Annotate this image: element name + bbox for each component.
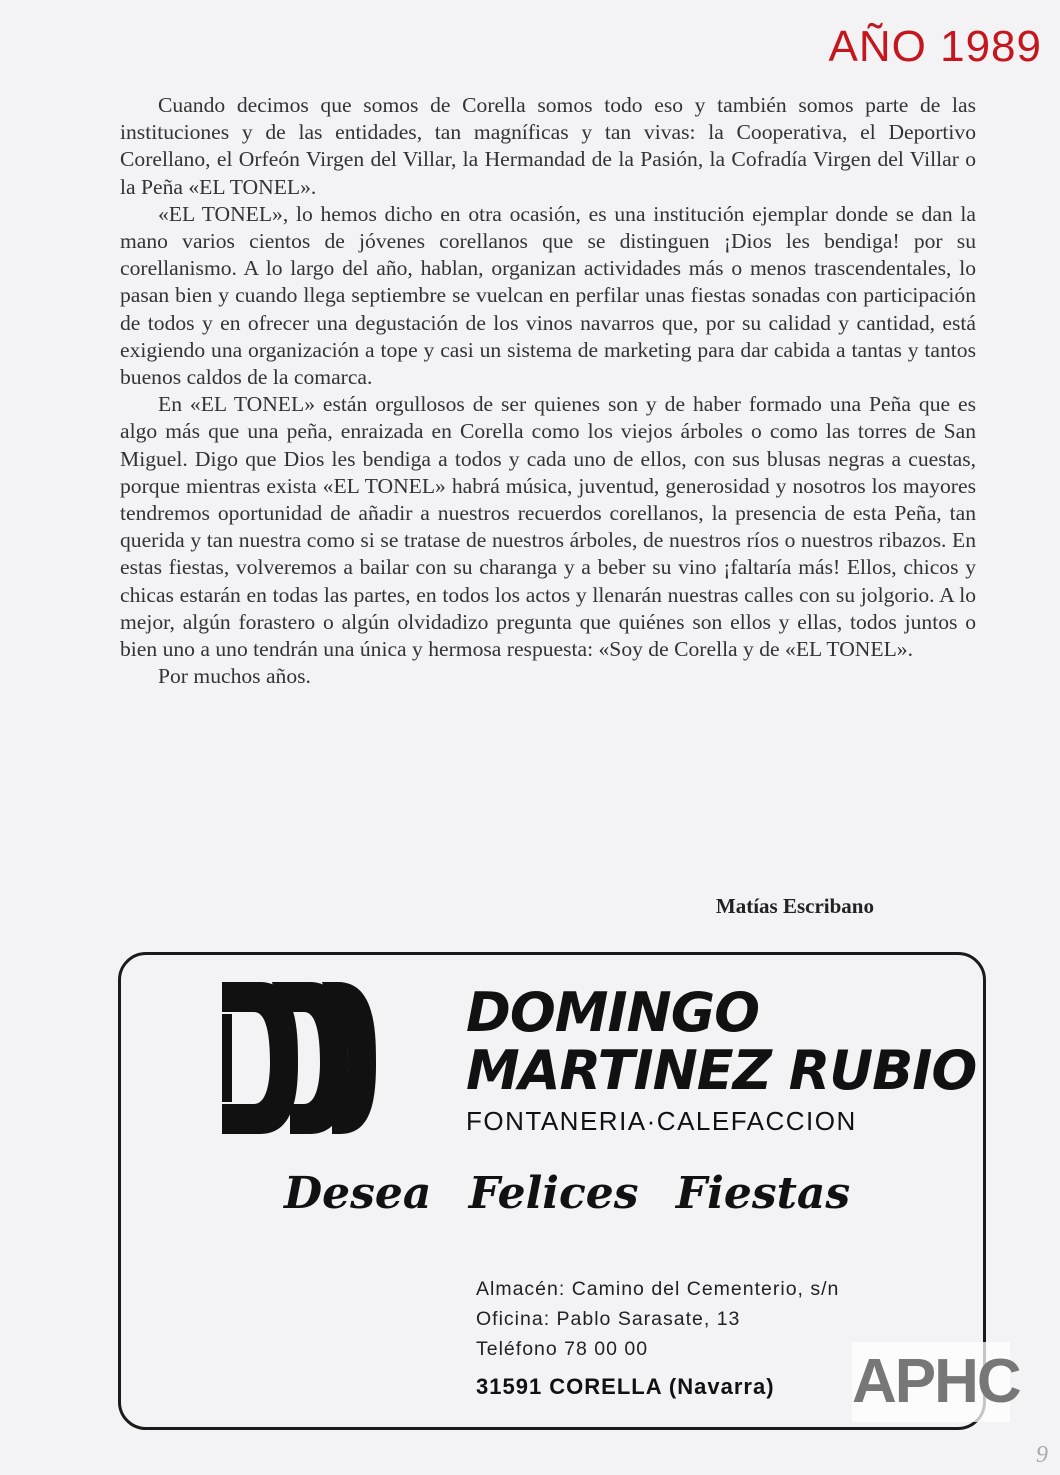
article-body (120, 92, 976, 690)
warehouse-address: Almacén: Camino del Cementerio, s/n (476, 1278, 840, 1300)
company-name-line2: MARTINEZ RUBIO (466, 1039, 977, 1102)
dmr-monogram-icon (220, 974, 380, 1146)
article-paragraph: Cuando decimos que somos de Corella somos todo eso y también somos parte de las instituciones y de las entidades, tan magníficas y tan vivas: la Cooperativa, el Deportivo Corellano, el Orfeón Virgen del Villar, la Hermandad de la Pasión, la Cofradía Virgen del Villar o la Peña «EL TONEL». (120, 93, 976, 199)
company-trade: FONTANERIA·CALEFACCION (466, 1106, 857, 1136)
greeting-text: Desea Felices Fiestas (284, 1168, 851, 1219)
office-address: Oficina: Pablo Sarasate, 13 (476, 1308, 741, 1330)
page-number: 9 (1036, 1442, 1048, 1468)
year-label: AÑO 1989 (828, 22, 1042, 71)
author-signature: Matías Escribano (715, 894, 874, 918)
article-paragraph: «EL TONEL», lo hemos dicho en otra ocasión, es una institución ejemplar donde se dan la mano varios cientos de jóvenes corellanos que se distinguen ¡Dios les bendiga! por su corellanismo. A lo largo del año, hablan, organizan actividades más o menos trascendentales, lo pasan bien y cuando llega septiembre se vuelcan en perfilar unas fiestas sonadas con participación de todos y en ofrecer una degustación de los vinos navarros que, por su calidad y cantidad, está exigiendo una organización a tope y casi un sistema de marketing para dar cabida a tantas y tantos buenos caldos de la comarca. (120, 201, 976, 390)
company-name (466, 981, 977, 1102)
article-paragraph: En «EL TONEL» están orgullosos de ser quienes son y de haber formado una Peña que es algo más que una peña, enraizada en Corella como los viejos árboles o como las torres de San Miguel. Digo que Dios les bendiga a todos y cada uno de ellos, con sus blusas negras a cuestas, porque mientras exista «EL TONEL» habrá música, juventud, generosidad y nosotros los mayores tendremos oportunidad de añadir a nuestros recuerdos corellanos, la presencia de esta Peña, tan querida y tan nuestra como si se tratase de nuestros árboles, de nuestros ríos o nuestros ribazos. En estas fiestas, volveremos a bailar con su charanga y a beber su vino ¡faltaría más! Ellos, chicos y chicas estarán en todas las partes, en todos los actos y llenarán nuestras calles con su jolgorio. A lo mejor, algún forastero o algún olvidadizo pregunta que quiénes son ellos y ellas, todos juntos o bien uno a uno tendrán una única y hermosa respuesta: «Soy de Corella y de «EL TONEL». (120, 392, 976, 662)
company-name-line1: DOMINGO (466, 981, 759, 1044)
article-paragraph: Por muchos años. (158, 664, 311, 689)
aphc-watermark: APHC (852, 1342, 1010, 1422)
phone-number: Teléfono 78 00 00 (476, 1338, 649, 1360)
city-postcode: 31591 CORELLA (Navarra) (476, 1374, 775, 1399)
